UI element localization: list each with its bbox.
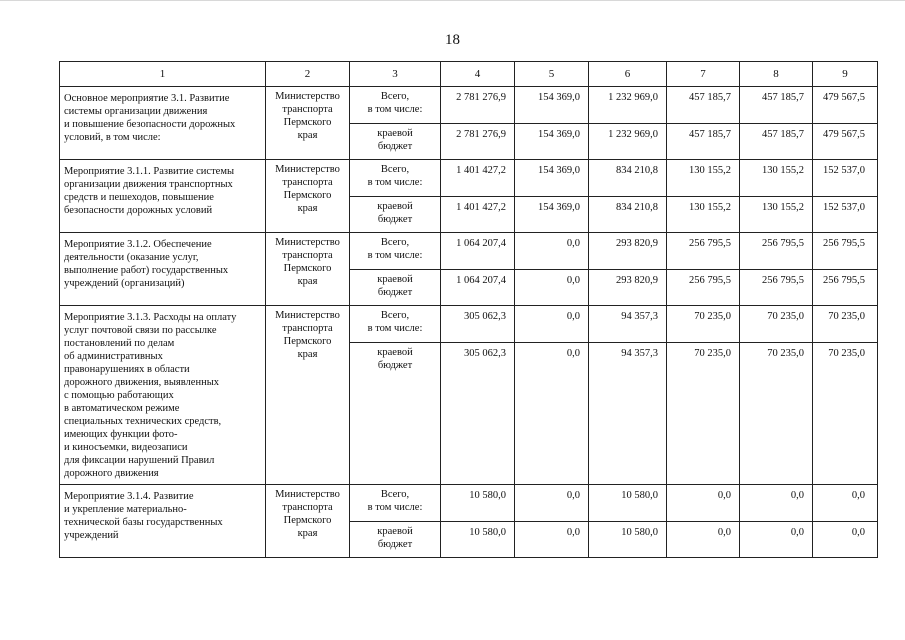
description-line: дорожного движения [64,468,159,479]
description-line: и укрепление материально- [64,504,187,515]
funding-source-label [350,522,441,558]
measure-description [60,160,266,233]
amount-cell: 457 185,7 [667,87,740,124]
amount-cell: 0,0 [813,522,878,558]
funding-source-label [350,270,441,306]
amount-cell: 0,0 [667,522,740,558]
amount-cell: 152 537,0 [813,197,878,233]
executor-line: Министерство [275,310,340,321]
funding-source-line: в том числе: [367,104,423,115]
funding-source-line: краевой [377,347,413,358]
amount-cell: 94 357,3 [589,343,667,485]
funding-source-line: бюджет [377,287,413,298]
funding-source-line: бюджет [377,214,413,225]
description-line: с помощью работающих [64,390,174,401]
executor-line: Министерство [275,91,340,102]
executor-line: Пермского [283,336,332,347]
amount-cell: 70 235,0 [740,343,813,485]
responsible-executor [266,233,350,306]
column-header: 9 [813,62,878,87]
funding-source-line: в том числе: [367,502,423,513]
column-header: 2 [266,62,350,87]
description-line: и киносъемки, видеозаписи [64,442,188,453]
funding-source-label [350,197,441,233]
amount-cell: 2 781 276,9 [441,87,515,124]
measure-total-row [60,160,878,197]
description-line: постановлений по делам [64,338,175,349]
executor-line: Министерство [275,237,340,248]
amount-cell: 834 210,8 [589,197,667,233]
amount-cell: 256 795,5 [740,233,813,270]
amount-cell: 0,0 [515,270,589,306]
amount-cell: 305 062,3 [441,343,515,485]
amount-cell: 256 795,5 [667,233,740,270]
amount-cell: 0,0 [515,306,589,343]
column-header: 8 [740,62,813,87]
column-header: 1 [60,62,266,87]
measure-total-row [60,233,878,270]
executor-line: транспорта [282,177,333,188]
executor-line: транспорта [282,104,333,115]
amount-cell: 154 369,0 [515,124,589,160]
funding-source-line: в том числе: [367,323,423,334]
funding-source-line: краевой [377,274,413,285]
amount-cell: 0,0 [515,343,589,485]
top-scan-line [0,0,905,1]
description-line: Мероприятие 3.1.3. Расходы на оплату [64,312,237,323]
funding-source-line: бюджет [377,360,413,371]
description-line: средств и пешеходов, повышение [64,192,214,203]
measure-total-row [60,485,878,522]
amount-cell: 70 235,0 [667,306,740,343]
executor-line: транспорта [282,323,333,334]
column-header: 4 [441,62,515,87]
amount-cell: 0,0 [515,522,589,558]
description-line: организации движения транспортных [64,179,233,190]
responsible-executor [266,306,350,485]
executor-line: Пермского [283,515,332,526]
budget-table [59,61,878,558]
amount-cell: 1 232 969,0 [589,124,667,160]
executor-line: Министерство [275,489,340,500]
executor-line: транспорта [282,250,333,261]
column-header: 3 [350,62,441,87]
amount-cell: 70 235,0 [813,343,878,485]
funding-source-line: краевой [377,201,413,212]
amount-cell: 256 795,5 [813,233,878,270]
executor-line: края [297,203,318,214]
amount-cell: 0,0 [515,233,589,270]
executor-line: Пермского [283,190,332,201]
amount-cell: 0,0 [740,522,813,558]
amount-cell: 70 235,0 [740,306,813,343]
amount-cell: 70 235,0 [667,343,740,485]
description-line: условий, в том числе: [64,132,161,143]
amount-cell: 0,0 [813,485,878,522]
description-line: правонарушениях в области [64,364,190,375]
amount-cell: 10 580,0 [441,485,515,522]
description-line: учреждений [64,530,119,541]
funding-source-label [350,160,441,197]
amount-cell: 305 062,3 [441,306,515,343]
executor-line: Пермского [283,117,332,128]
executor-line: Министерство [275,164,340,175]
amount-cell: 1 401 427,2 [441,160,515,197]
executor-line: края [297,349,318,360]
measure-total-row [60,306,878,343]
responsible-executor [266,87,350,160]
executor-line: транспорта [282,502,333,513]
description-line: выполнение работ) государственных [64,265,229,276]
amount-cell: 0,0 [667,485,740,522]
description-line: технической базы государственных [64,517,223,528]
funding-source-line: краевой [377,128,413,139]
funding-source-label [350,343,441,485]
funding-source-line: Всего, [380,489,410,500]
description-line: услуг почтовой связи по рассылке [64,325,217,336]
measure-total-row [60,87,878,124]
column-header: 6 [589,62,667,87]
measure-description [60,87,266,160]
amount-cell: 834 210,8 [589,160,667,197]
funding-source-line: Всего, [380,164,410,175]
measure-description [60,233,266,306]
amount-cell: 256 795,5 [740,270,813,306]
amount-cell: 457 185,7 [667,124,740,160]
description-line: и повышение безопасности дорожных [64,119,236,130]
executor-line: Пермского [283,263,332,274]
funding-source-line: в том числе: [367,177,423,188]
description-line: деятельности (оказание услуг, [64,252,199,263]
funding-source-label [350,485,441,522]
amount-cell: 94 357,3 [589,306,667,343]
amount-cell: 479 567,5 [813,87,878,124]
funding-source-label [350,233,441,270]
funding-source-line: бюджет [377,141,413,152]
description-line: специальных технических средств, [64,416,222,427]
funding-source-line: краевой [377,526,413,537]
amount-cell: 130 155,2 [667,160,740,197]
funding-source-label [350,87,441,124]
amount-cell: 130 155,2 [740,197,813,233]
description-line: безопасности дорожных условий [64,205,213,216]
funding-source-line: Всего, [380,91,410,102]
amount-cell: 70 235,0 [813,306,878,343]
amount-cell: 2 781 276,9 [441,124,515,160]
budget-table-body [60,62,878,558]
description-line: дорожного движения, выявленных [64,377,219,388]
amount-cell: 154 369,0 [515,87,589,124]
page-number: 18 [445,32,460,48]
amount-cell: 256 795,5 [813,270,878,306]
amount-cell: 1 064 207,4 [441,270,515,306]
amount-cell: 154 369,0 [515,197,589,233]
amount-cell: 256 795,5 [667,270,740,306]
responsible-executor [266,485,350,558]
description-line: Мероприятие 3.1.2. Обеспечение [64,239,212,250]
amount-cell: 0,0 [515,485,589,522]
amount-cell: 10 580,0 [589,522,667,558]
description-line: об административных [64,351,163,362]
amount-cell: 152 537,0 [813,160,878,197]
description-line: Основное мероприятие 3.1. Развитие [64,93,230,104]
description-line: имеющих функции фото- [64,429,178,440]
column-header: 7 [667,62,740,87]
amount-cell: 1 064 207,4 [441,233,515,270]
measure-description [60,306,266,485]
executor-line: края [297,276,318,287]
description-line: учреждений (организаций) [64,278,185,289]
amount-cell: 1 232 969,0 [589,87,667,124]
funding-source-line: Всего, [380,237,410,248]
funding-source-line: бюджет [377,539,413,550]
column-number-row [60,62,878,87]
description-line: Мероприятие 3.1.1. Развитие системы [64,166,235,177]
responsible-executor [266,160,350,233]
funding-source-label [350,306,441,343]
executor-line: края [297,130,318,141]
amount-cell: 293 820,9 [589,233,667,270]
funding-source-line: Всего, [380,310,410,321]
funding-source-line: в том числе: [367,250,423,261]
amount-cell: 130 155,2 [667,197,740,233]
description-line: в автоматическом режиме [64,403,180,414]
column-header: 5 [515,62,589,87]
amount-cell: 0,0 [740,485,813,522]
amount-cell: 457 185,7 [740,124,813,160]
amount-cell: 10 580,0 [441,522,515,558]
amount-cell: 154 369,0 [515,160,589,197]
description-line: для фиксации нарушений Правил [64,455,215,466]
description-line: системы организации движения [64,106,208,117]
description-line: Мероприятие 3.1.4. Развитие [64,491,194,502]
amount-cell: 130 155,2 [740,160,813,197]
executor-line: края [297,528,318,539]
amount-cell: 479 567,5 [813,124,878,160]
amount-cell: 293 820,9 [589,270,667,306]
amount-cell: 10 580,0 [589,485,667,522]
amount-cell: 457 185,7 [740,87,813,124]
measure-description [60,485,266,558]
funding-source-label [350,124,441,160]
amount-cell: 1 401 427,2 [441,197,515,233]
